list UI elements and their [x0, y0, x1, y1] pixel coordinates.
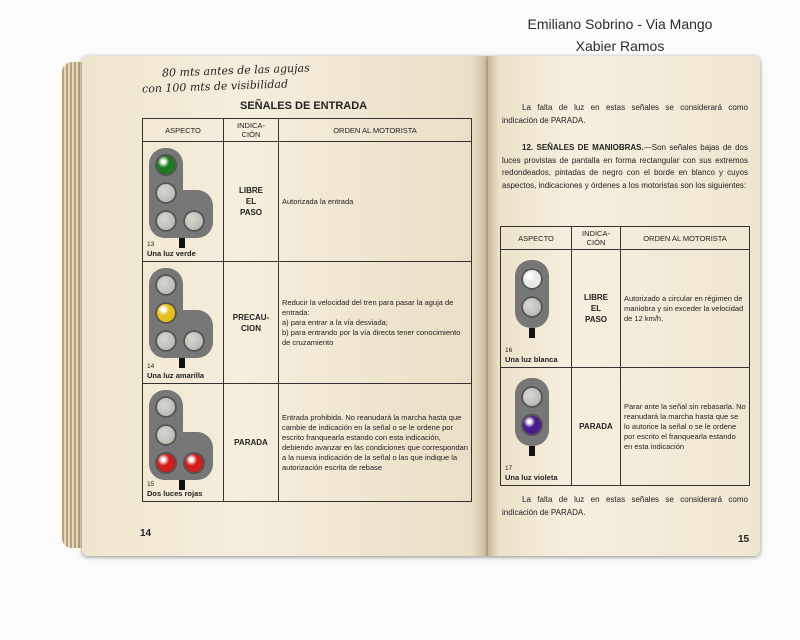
- aspect-cell: [143, 384, 224, 502]
- aspect-caption: Una luz amarilla: [147, 371, 205, 380]
- outro-paragraph: La falta de luz en estas señales se considerará como indicación de PARADA.: [502, 495, 748, 517]
- section-heading: 12. SEÑALES DE MANIOBRAS.: [522, 143, 644, 152]
- figure-number: 16: [505, 347, 513, 354]
- signal-post: [529, 328, 535, 338]
- right-page: [488, 56, 760, 556]
- open-book: [62, 56, 762, 556]
- signal-lamp: [155, 182, 177, 204]
- figure-number: 17: [505, 465, 513, 472]
- handwritten-note-1: 80 mts antes de las agujas: [161, 61, 310, 80]
- signal-lamp-lit: [183, 452, 205, 474]
- aspect-cell: [143, 262, 224, 384]
- signal-post: [179, 238, 185, 248]
- order-cell: Entrada prohibida. No reanudará la marcha hasta que cambie de indicación en la señal o se le ordene por escrito franquearla estando con esta indicación, debiendo avanzar en las condiciones que correspondan a la nueva indicación de la señal o las que indique la autorización escrita de rebase: [279, 384, 472, 502]
- indication-cell: LIBRE EL PASO: [224, 142, 279, 262]
- order-cell: Parar ante la señal sin rebasarla. No reanudará la marcha hasta que se lo autorice la señal o se le ordene por escrito el franquearla estando en esta indicación: [621, 368, 750, 486]
- header-aspect: ASPECTO: [143, 119, 224, 142]
- page-number: 14: [140, 528, 152, 539]
- section-body: —Son señales bajas de dos luces provistas de pantalla en forma rectangular con sus extremos redondeados, pintadas de negro con el borde en blanco y cuyos aspectos, indicaciones y órdenes a los motoristas son los siguientes:: [502, 143, 748, 190]
- signal-lamp: [521, 386, 543, 408]
- indication-cell: LIBRE EL PASO: [572, 250, 621, 368]
- header-aspect: ASPECTO: [501, 227, 572, 250]
- order-cell: Reducir la velocidad del tren para pasar la aguja de entrada: a) para entrar a la vía desviada; b) para entrando por la vía directa tener conocimiento de cruzamiento: [279, 262, 472, 384]
- signal-lamp: [155, 424, 177, 446]
- signal-lamp-lit: [521, 268, 543, 290]
- aspect-caption: Dos luces rojas: [147, 489, 203, 498]
- aspect-cell: [501, 250, 572, 368]
- header-indication: INDICA- CIÓN: [572, 227, 621, 250]
- signal-lamp: [155, 210, 177, 232]
- header-indication: INDICA- CIÓN: [224, 119, 279, 142]
- entry-signals-table: [142, 118, 472, 502]
- signal-lamp: [155, 274, 177, 296]
- order-cell: Autorizada la entrada: [279, 142, 472, 262]
- maneuver-signals-table: [500, 226, 750, 486]
- aspect-caption: Una luz violeta: [505, 473, 558, 482]
- signal-lamp: [183, 330, 205, 352]
- header-order: ORDEN AL MOTORISTA: [279, 119, 472, 142]
- order-cell: Autorizado a circular en régimen de maniobra y sin exceder la velocidad de 12 km/h.: [621, 250, 750, 368]
- signal-lamp: [155, 330, 177, 352]
- figure-number: 13: [147, 241, 155, 248]
- signal-lamp-lit: [521, 414, 543, 436]
- handwritten-note-2: con 100 mts de visibilidad: [141, 77, 289, 96]
- intro-paragraph: La falta de luz en estas señales se considerará como indicación de PARADA.: [502, 103, 748, 125]
- table-row: [501, 368, 750, 486]
- table-row: [143, 142, 472, 262]
- indication-cell: PARADA: [572, 368, 621, 486]
- aspect-cell: [501, 368, 572, 486]
- signal-lamp-lit: [155, 302, 177, 324]
- table-header-row: [501, 227, 750, 250]
- figure-number: 14: [147, 363, 155, 370]
- credit-line-2: Xabier Ramos: [575, 38, 665, 54]
- indication-cell: PRECAU- CION: [224, 262, 279, 384]
- credit-line-1: Emiliano Sobrino - Via Mango: [527, 16, 713, 32]
- signal-post: [529, 446, 535, 456]
- maneuver-section: [502, 142, 748, 192]
- table-row: [143, 384, 472, 502]
- aspect-caption: Una luz verde: [147, 249, 196, 258]
- table-row: [143, 262, 472, 384]
- signal-lamp-lit: [155, 452, 177, 474]
- signal-lamp: [521, 296, 543, 318]
- signal-lamp-lit: [155, 154, 177, 176]
- signal-post: [179, 358, 185, 368]
- aspect-caption: Una luz blanca: [505, 355, 558, 364]
- header-order: ORDEN AL MOTORISTA: [621, 227, 750, 250]
- signal-lamp: [183, 210, 205, 232]
- page-number: 15: [738, 534, 750, 545]
- figure-number: 15: [147, 481, 155, 488]
- left-page: [82, 56, 488, 556]
- aspect-cell: [143, 142, 224, 262]
- section-title: SEÑALES DE ENTRADA: [240, 100, 368, 112]
- table-header-row: [143, 119, 472, 142]
- table-row: [501, 250, 750, 368]
- indication-cell: PARADA: [224, 384, 279, 502]
- signal-lamp: [155, 396, 177, 418]
